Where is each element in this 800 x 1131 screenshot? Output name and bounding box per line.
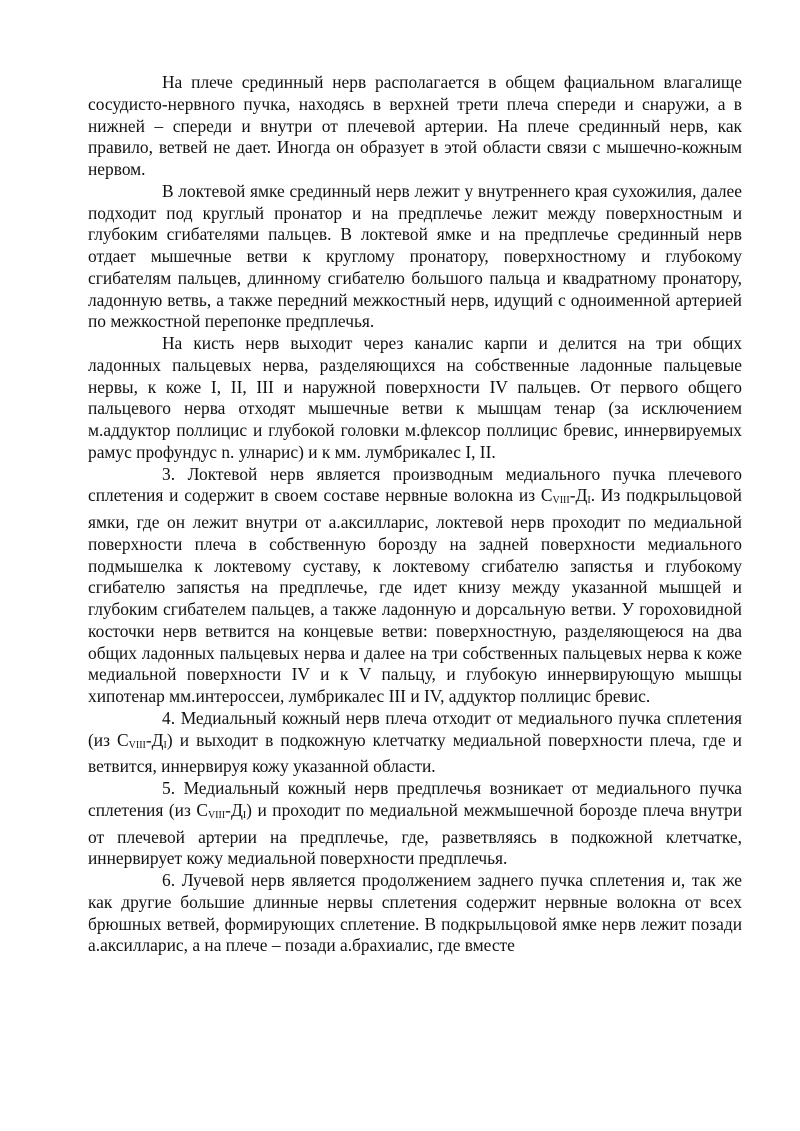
text-run: ) и выходит в подкожную клетчатку медиальной поверхности плеча, где и ветвится, иннервируя кожу указанной области. — [88, 729, 742, 777]
text-run: -Д — [225, 799, 243, 820]
text-run: 4. Медиальный кожный нерв плеча отходит от медиального пучка сплетения (из С — [88, 707, 742, 750]
subscript: I — [242, 809, 247, 821]
text-run: -Д — [569, 485, 588, 506]
subscript: VIII — [552, 495, 570, 507]
paragraph-median-nerve-elbow: В локтевой ямке срединный нерв лежит у внутреннего края сухожилия, далее подходит под круглый пронатор и на предплечье лежит между поверхностным и глубоким сгибателями пальцев. В локтевой ямке и на предплечье срединный нерв отдает мышечные ветви к круглому пронатору, поверхностному и глубокому сгибателям пальцев, длинному сгибателю большого пальца и квадратному пронатору, ладонную ветвь, а также передний межкостный нерв, идущий с одноименной артерией по межкостной перепонке предплечья. — [88, 180, 742, 332]
paragraph-medial-cutaneous-nerve-arm — [88, 708, 742, 778]
subscript: I — [163, 739, 167, 751]
text-run: 3. Локтевой нерв является производным медиального пучка плечевого сплетения и содержит в своем составе нервные волокна из С — [88, 463, 742, 506]
text-run: ) и проходит по медиальной межмышечной борозде плеча внутри от плечевой артерии на предплечье, где, разветвляясь в подкожной клетчатке, иннервирует кожу медиальной поверхности предплечья. — [88, 799, 743, 869]
subscript: I — [587, 495, 591, 507]
document-page — [88, 72, 742, 957]
paragraph-radial-nerve: 6. Лучевой нерв является продолжением заднего пучка сплетения и, так же как другие большие длинные нервы сплетения содержит нервные волокна от всех брюшных ветвей, формирующих сплетение. В подкрыльцовой ямке нерв лежит позади а.аксилларис, а на плече – позади а.брахиалис, где вместе — [88, 870, 742, 956]
text-run: . Из подкрыльцовой ямки, где он лежит внутри от а.аксилларис, локтевой нерв проходит по медиальной поверхности плеча в собственную борозду на задней поверхности медиального подмышелка к локтевому суставу, к локтевому сгибателю запястья и глубокому сгибателю запястья на предплечье, где идет книзу между указанной мышцей и глубоким сгибателем пальцев, а также ладонную и дорсальную ветви. У гороховидной косточки нерв ветвится на концевые ветви: поверхностную, разделяющеюся на два общих ладонных пальцевых нерва и далее на три собственных пальцевых нерва к коже медиальной поверхности IV и к V пальцу, и глубокую иннервирующую мышцы хипотенар мм.интероссеи, лумбрикалес III и IV, аддуктор поллицис бревис. — [88, 485, 742, 706]
subscript: VIII — [128, 739, 146, 751]
text-run: 5. Медиальный кожный нерв предплечья возникает от медиального пучка сплетения (из С — [88, 778, 742, 820]
paragraph-ulnar-nerve — [88, 464, 742, 708]
subscript: VIII — [207, 809, 226, 821]
paragraph-medial-cutaneous-nerve-forearm — [88, 778, 742, 870]
paragraph-median-nerve-shoulder: На плече срединный нерв располагается в общем фациальном влагалище сосудисто-нервного пучка, находясь в верхней трети плеча спереди и снаружи, а в нижней – спереди и внутри от плечевой артерии. На плече срединный нерв, как правило, ветвей не дает. Иногда он образует в этой области связи с мышечно-кожным нервом. — [88, 72, 742, 179]
paragraph-median-nerve-hand: На кисть нерв выходит через каналис карпи и делится на три общих ладонных пальцевых нерва, разделяющихся на собственные ладонные пальцевые нервы, к коже I, II, III и наружной поверхности IV пальцев. От первого общего пальцевого нерва отходят мышечные ветви к мышцам тенар (за исключением м.аддуктор поллицис и глубокой головки м.флексор поллицис бревис, иннервируемых рамус профундус n. улнарис) и к мм. лумбрикалес I, II. — [88, 333, 742, 462]
text-run: -Д — [145, 729, 164, 750]
